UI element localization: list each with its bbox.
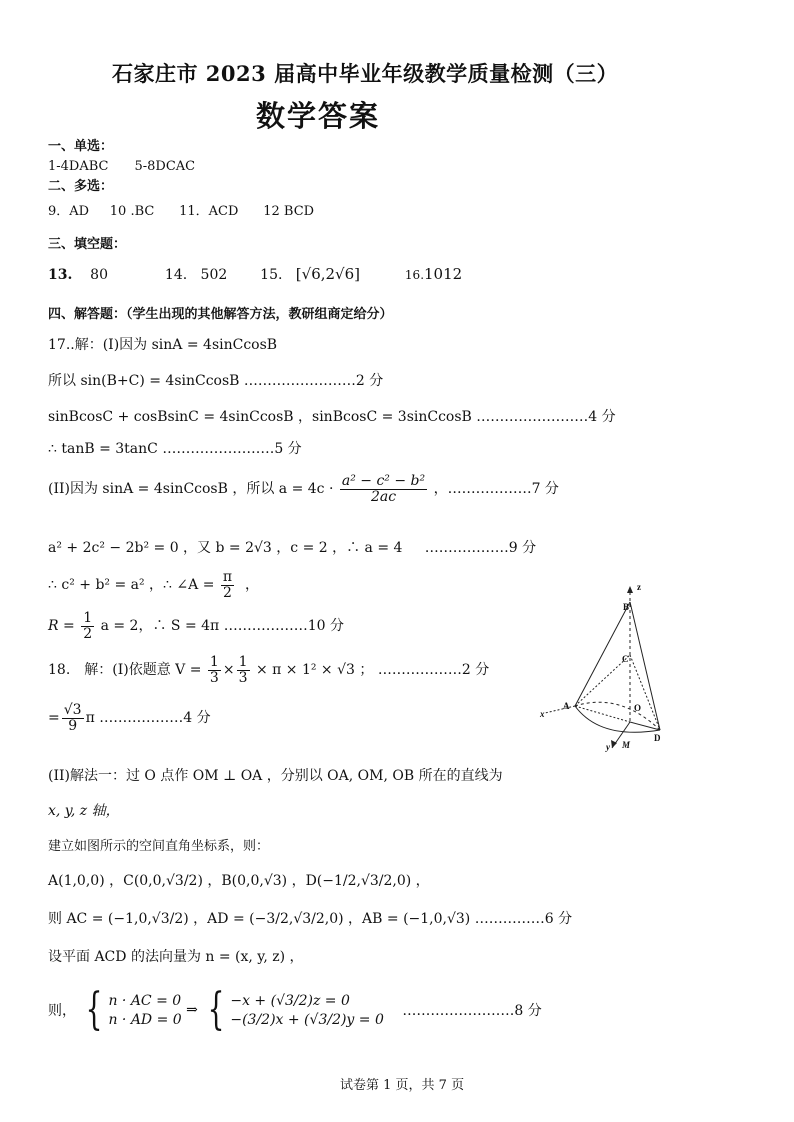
q18-line4: x, y, z 轴， (48, 803, 120, 819)
q17-line7-fraction (221, 570, 234, 600)
q17-line5 (48, 474, 559, 504)
x-axis (545, 706, 575, 713)
cone-figure (530, 580, 680, 760)
cone-base-back (575, 702, 660, 730)
fill-blank-answers (48, 265, 462, 283)
label-c: C (622, 654, 629, 664)
fraction-numerator: a² − c² − b² (341, 473, 426, 489)
answer-12: 12 BCD (263, 204, 315, 219)
q18-line1-fraction-b: $\frac{1}{3}$ (238, 654, 248, 686)
segment-od (630, 722, 660, 730)
q18-line3: (II)解法一：过 O 点作 OM ⊥ OA ，分别以 OA, OM, OB 所在的直线为 (48, 768, 503, 784)
system-left (108, 990, 181, 1031)
segment-ao (575, 706, 630, 722)
q15-label: 15. (260, 267, 283, 283)
z-arrow-icon (627, 586, 633, 593)
q15-answer: [√6,2√6] (295, 265, 361, 283)
q18-line9-text: 则， (48, 1003, 76, 1019)
q18-line1-text: 18. 解：(I)依题意 V = (48, 662, 202, 679)
q14-answer: 502 (200, 267, 228, 283)
section-multi-choice-heading: 二、多选： (48, 179, 114, 194)
fraction-denominator: 9 (68, 717, 78, 734)
q17-line3 (48, 406, 616, 426)
fraction-numerator: √3 (63, 702, 82, 718)
q18-line8: 设平面 ACD 的法向量为 n = (x, y, z) ， (48, 949, 304, 965)
q16-answer: 1012 (424, 265, 463, 283)
q17-line6 (48, 537, 536, 557)
fraction-numerator: 1 (83, 610, 93, 626)
q14-label: 14. (164, 267, 188, 283)
section-solution-heading: 四、解答题：（学生出现的其他解答方法，教研组商定给分） (48, 307, 393, 322)
q18-line2-post: π (85, 710, 95, 727)
section-fill-blank-heading: 三、填空题： (48, 237, 127, 252)
single-choice-answers: 1-4DABC 5-8DCAC (48, 159, 196, 174)
q17-line5-fraction (340, 474, 427, 504)
q17-line8-score: ………………10 分 (223, 618, 344, 635)
q18-line7-score: ……………6 分 (474, 911, 573, 927)
fraction-denominator: 2 (83, 625, 93, 642)
system-left-eq1: n · AC = 0 (108, 992, 182, 1009)
page-subtitle: 数学答案 (256, 99, 381, 133)
q17-line8 (48, 611, 344, 641)
q17-line3-text: sinBcosC + cosBsinC = 4sinCcosB ，sinBcosC = 3sinCcosB (48, 409, 472, 425)
q13-label: 13. (48, 267, 73, 283)
answer-9: 9．AD (48, 204, 90, 219)
label-m: M (622, 740, 631, 750)
page-footer: 试卷第 1 页，共 7 页 (340, 1078, 465, 1093)
q18-line2-fraction (62, 703, 84, 733)
label-z: z (637, 582, 641, 592)
q17-line4-score: ……………………5 分 (162, 441, 302, 457)
left-brace-icon: { (86, 984, 103, 1035)
q18-line7 (48, 908, 572, 928)
q16-label: 16. (404, 268, 425, 282)
q17-line2 (48, 370, 383, 390)
q13-answer: 80 (90, 267, 108, 283)
section-single-choice-heading: 一、单选： (48, 139, 114, 154)
q18-line5: 建立如图所示的空间直角坐标系，则： (48, 839, 270, 854)
q17-line3-score: ……………………4 分 (476, 409, 616, 425)
fraction-denominator: 2ac (370, 488, 397, 505)
multi-choice-answers (48, 200, 314, 219)
q18-line7-text: 则 AC = (−1,0,√3/2) ，AD = (−3/2,√3/2,0) ，AB = (−1,0,√3) (48, 911, 471, 927)
label-d: D (654, 733, 661, 743)
q17-line8-post: a = 2，∴ S = 4π (100, 618, 220, 635)
q18-line9 (48, 984, 542, 1035)
left-brace-icon: { (207, 984, 225, 1035)
system-right (230, 990, 384, 1031)
q18-line1-score: ………………2 分 (377, 662, 490, 679)
q17-line5-text: (II)因为 sinA = 4sinCcosB ，所以 a = 4c · (48, 481, 334, 498)
system-left-eq2: n · AD = 0 (108, 1011, 182, 1028)
label-o: O (634, 703, 642, 713)
q18-line1-fraction-a: $\frac{1}{3}$ (209, 654, 219, 686)
q17-line4-text: ∴ tanB = 3tanC (48, 441, 158, 457)
label-y: y (606, 742, 610, 752)
q17-line1: 17..解：(I)因为 sinA = 4sinCcosB (48, 337, 278, 353)
q17-line7: ∴ c² + b² = a² ，∴ ∠A = $\frac{\pi}{2}$ ， (48, 569, 259, 601)
label-x: x (540, 709, 545, 719)
q18-line9-score: ……………………8 分 (402, 1003, 542, 1019)
fraction-numerator: π (222, 569, 233, 585)
q17-line8-fraction (81, 611, 94, 641)
q17-line2-score: ……………………2 分 (243, 373, 384, 389)
q18-line1: 18. 解：(I)依题意 V = $\frac{1}{3}$ × $\frac{1}{3}$ × π × 1² × √3 ； ………………2 分 (48, 654, 490, 686)
q17-line6-score: ………………9 分 (424, 540, 537, 556)
q17-line8-text: R = (48, 618, 75, 635)
answer-11: 11．ACD (179, 204, 239, 219)
label-b: B (623, 602, 630, 612)
system-right-eq2: −(3/2)x + (√3/2)y = 0 (230, 1011, 384, 1028)
implies-icon: ⇒ (186, 1002, 198, 1018)
q17-line6-text: a² + 2c² − 2b² = 0 ，又 b = 2√3 ，c = 2 ，∴ a = 4 (48, 540, 403, 556)
answer-10: 10 .BC (109, 204, 155, 219)
q18-line6: A(1,0,0) ，C(0,0,√3/2) ，B(0,0,√3) ，D(−1/2,√3/2,0) ， (48, 873, 430, 889)
q18-line2: = $\frac{√3}{9}$ π ………………4 分 (48, 702, 211, 734)
q17-line2-text: 所以 sin(B+C) = 4sinCcosB (48, 373, 240, 389)
q18-line1-post: × π × 1² × √3 ； (255, 662, 374, 679)
q17-line5-score: ，………………7 分 (433, 481, 559, 498)
label-a: A (563, 701, 570, 711)
q18-line2-score: ………………4 分 (99, 710, 211, 727)
q17-line7-text: ∴ c² + b² = a² ，∴ ∠A = (48, 577, 215, 594)
exam-title: 石家庄市 2023 届高中毕业年级教学质量检测（三） (112, 61, 619, 86)
system-right-eq1: −x + (√3/2)z = 0 (230, 992, 350, 1009)
fraction-denominator: 2 (223, 584, 232, 601)
q17-line4 (48, 438, 302, 458)
